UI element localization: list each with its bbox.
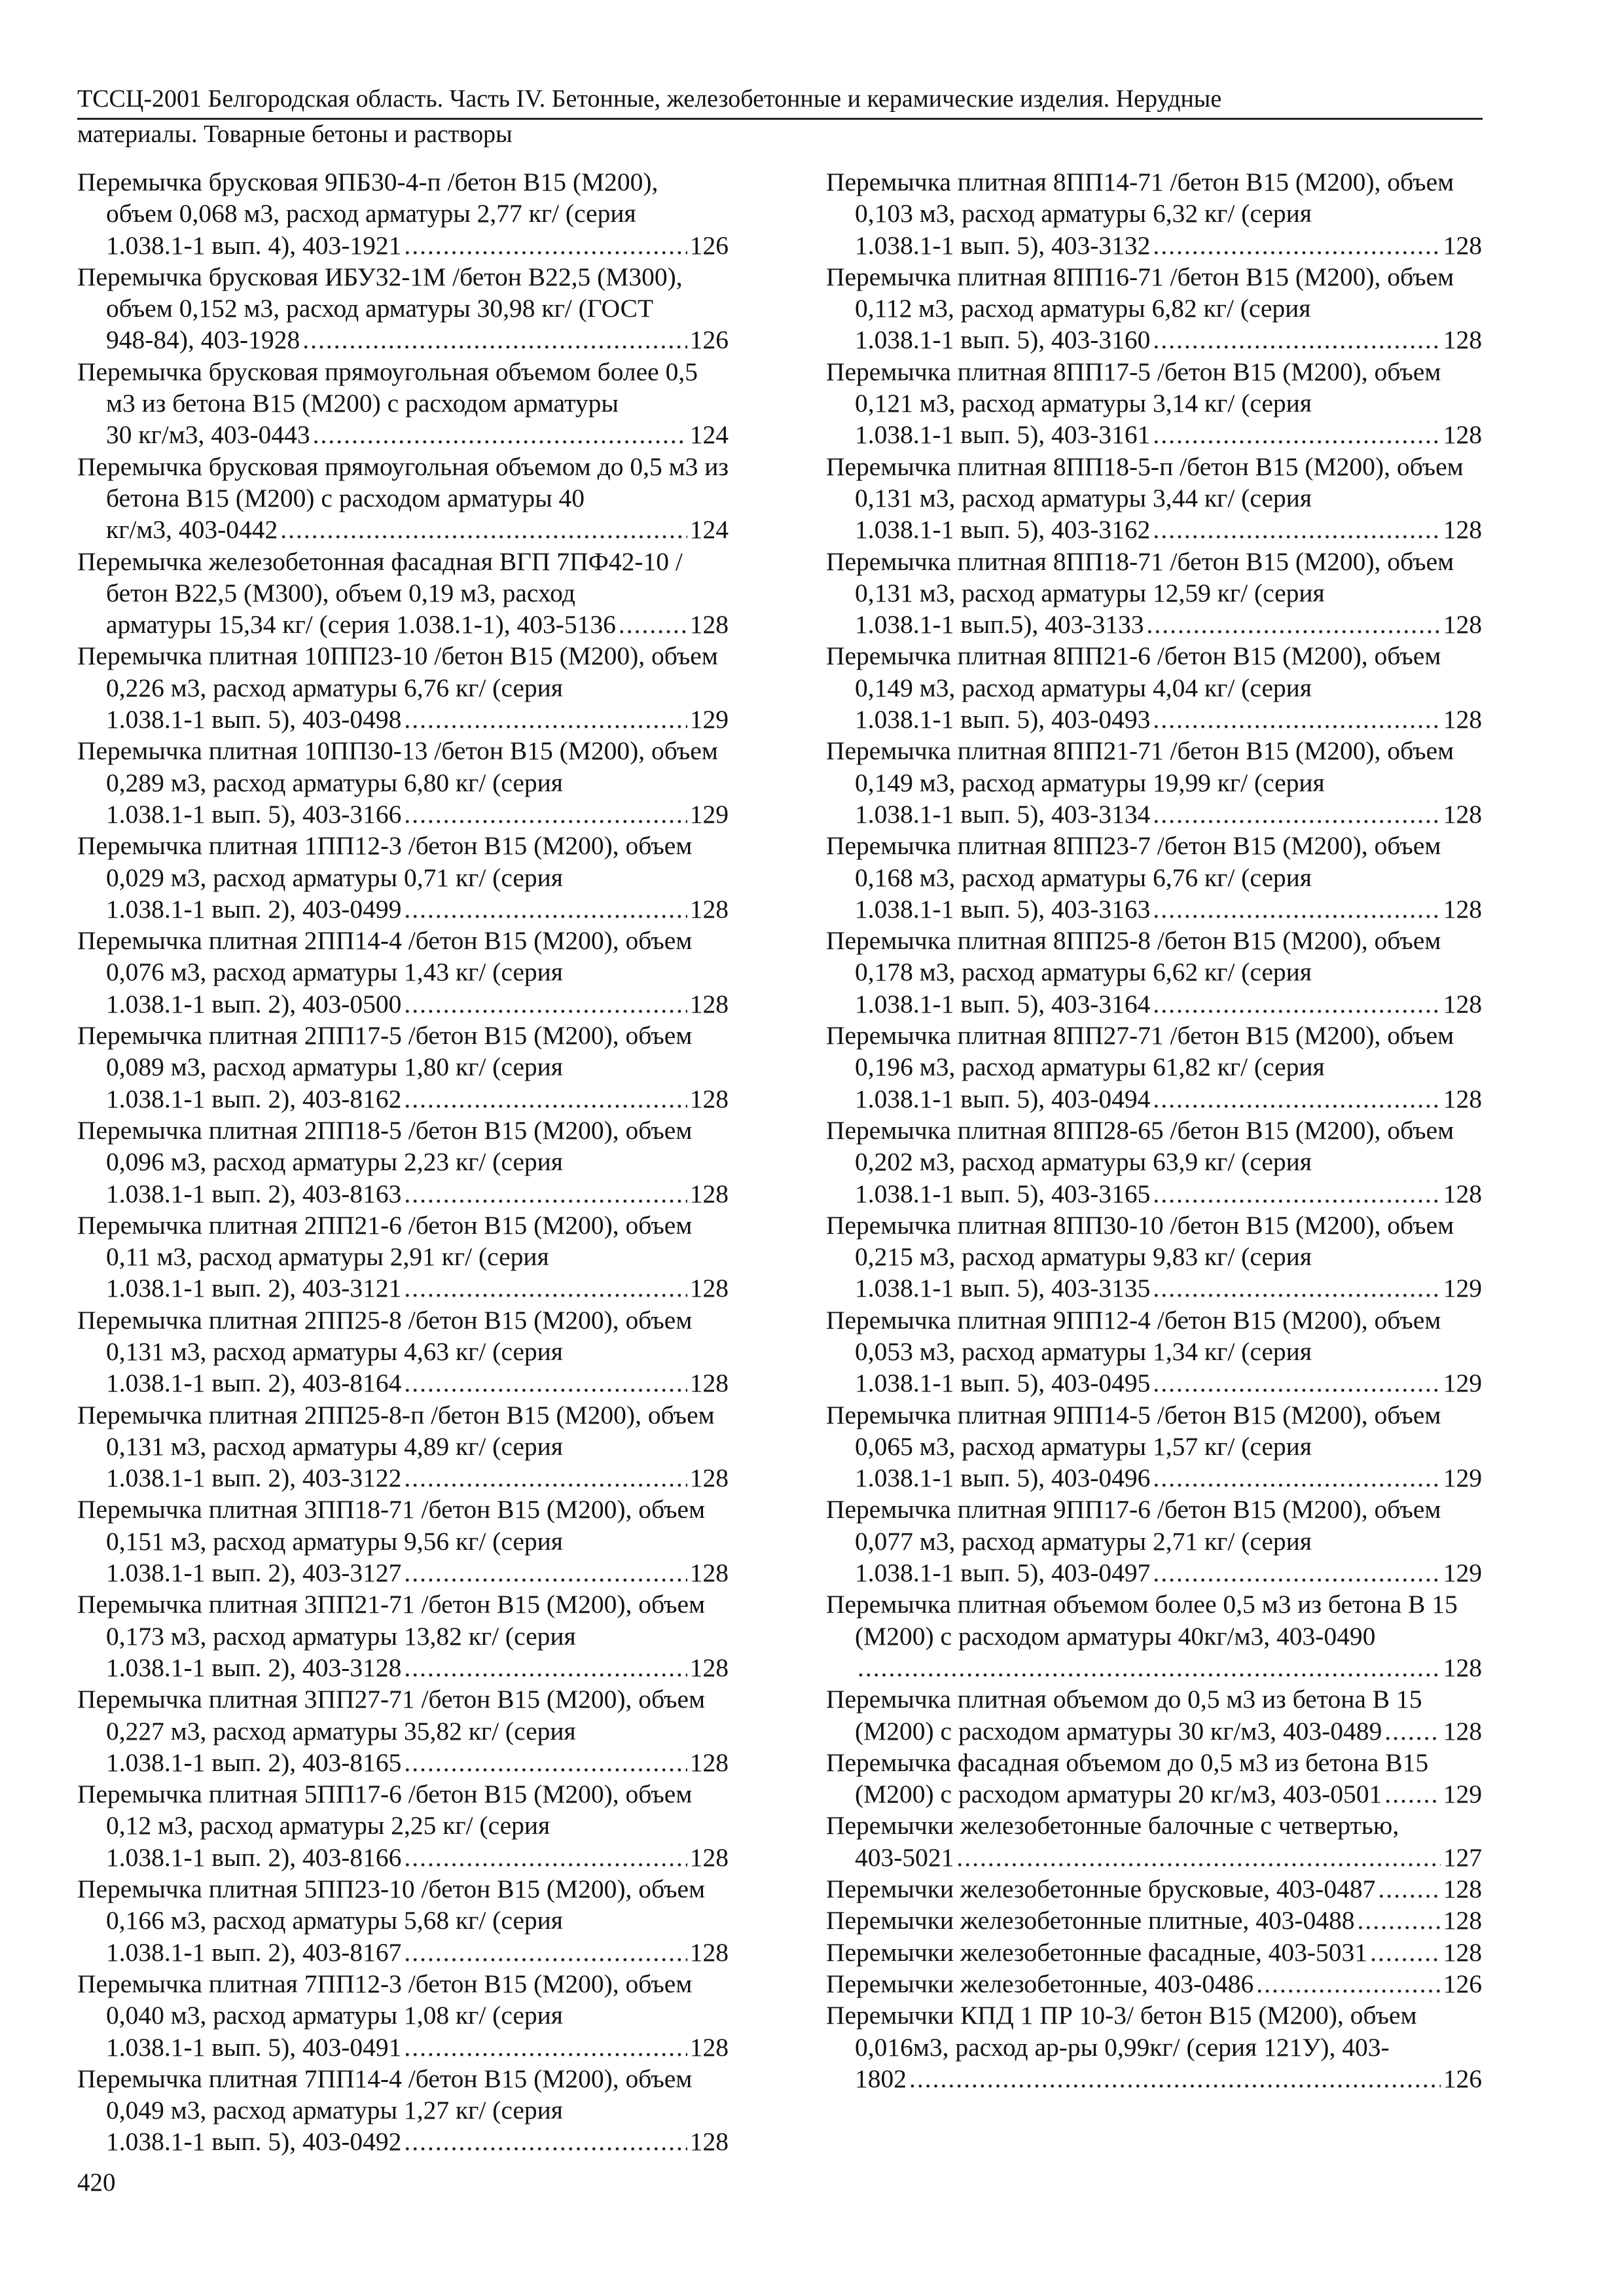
- index-entry-page: 129: [1443, 1558, 1482, 1588]
- index-entry-page: 128: [1443, 325, 1482, 355]
- index-entry-page: 128: [1443, 1653, 1482, 1682]
- index-entry-page: 128: [1443, 1179, 1482, 1208]
- index-entry: [77, 261, 729, 356]
- index-entry-leader-line: [106, 2126, 729, 2157]
- dot-leader: [404, 893, 687, 925]
- dot-leader: [1153, 419, 1440, 450]
- index-entry-page: 128: [1443, 894, 1482, 924]
- dot-leader: [313, 419, 687, 450]
- index-entry-last-line: 1.038.1-1 вып.5), 403-3133: [855, 610, 1144, 639]
- index-entry-last-line: 1.038.1-1 вып. 2), 403-3121: [106, 1274, 402, 1303]
- index-entry-text: Перемычка плитная 3ПП27-71 /бетон В15 (М200), объем 0,227 м3, расход арматуры 35,82 кг/ (серия: [77, 1685, 706, 1746]
- index-entry: [826, 1683, 1482, 1747]
- index-entry-page: 128: [689, 1937, 729, 1967]
- dot-leader: [404, 1083, 687, 1115]
- index-entry-last-line: 1.038.1-1 вып. 5), 403-3163: [855, 894, 1151, 924]
- dot-leader: [302, 324, 687, 355]
- index-entry: [826, 356, 1482, 451]
- index-entry: [77, 2063, 729, 2158]
- index-entry-last-line: Перемычки железобетонные фасадные, 403-5031: [826, 1937, 1368, 1967]
- index-entry-page: 128: [689, 2127, 729, 2157]
- index-entry-last-line: 1.038.1-1 вып. 5), 403-3165: [855, 1179, 1151, 1208]
- index-entry-page: 124: [689, 515, 729, 545]
- index-entry-last-line: 1.038.1-1 вып. 2), 403-8164: [106, 1369, 402, 1398]
- index-entry-text: Перемычка плитная 7ПП14-4 /бетон В15 (М200), объем 0,049 м3, расход арматуры 1,27 кг/ (серия: [77, 2064, 693, 2125]
- index-entry-leader-line: [855, 1778, 1482, 1810]
- index-entry: [77, 640, 729, 735]
- index-entry-text: Перемычка брусковая прямоугольная объемом до 0,5 м3 из бетона В15 (М200) с расходом арматуры 40: [77, 452, 729, 512]
- index-entry-page: 128: [689, 1842, 729, 1872]
- index-entry: [826, 2000, 1482, 2094]
- index-entry-page: 129: [1443, 1274, 1482, 1303]
- index-entry-page: 129: [1443, 1780, 1482, 1809]
- index-entry-text: Перемычка плитная 5ПП17-6 /бетон В15 (М200), объем 0,12 м3, расход арматуры 2,25 кг/ (серия: [77, 1780, 693, 1840]
- index-entry: [826, 261, 1482, 356]
- index-entry: [826, 830, 1482, 925]
- index-entry: [77, 1873, 729, 1968]
- index-entry: [826, 640, 1482, 735]
- index-entry-page: 128: [1443, 230, 1482, 260]
- dot-leader: [404, 704, 687, 735]
- index-entry-page: 128: [689, 1463, 729, 1493]
- index-entry-leader-line: [855, 230, 1482, 261]
- index-entry-text: Перемычка плитная 8ПП28-65 /бетон В15 (М200), объем 0,202 м3, расход арматуры 63,9 кг/ (серия: [826, 1115, 1454, 1177]
- index-entry: [77, 735, 729, 830]
- index-entry-last-line: 1.038.1-1 вып. 5), 403-3161: [855, 420, 1151, 450]
- index-entry-last-line: 948-84), 403-1928: [106, 325, 300, 355]
- index-entry: [826, 1494, 1482, 1588]
- index-entry-last-line: 1.038.1-1 вып. 5), 403-0497: [855, 1558, 1151, 1588]
- index-entry: [77, 1588, 729, 1683]
- index-entry-last-line: 1.038.1-1 вып. 5), 403-3135: [855, 1274, 1151, 1303]
- index-entry-text: Перемычка плитная 8ПП27-71 /бетон В15 (М200), объем 0,196 м3, расход арматуры 61,82 кг/ (серия: [826, 1021, 1454, 1082]
- index-entry-leader-line: [106, 1178, 729, 1210]
- index-entry-text: Перемычка плитная 9ПП17-6 /бетон В15 (М200), объем 0,077 м3, расход арматуры 2,71 кг/ (серия: [826, 1495, 1441, 1556]
- index-entry-leader-line: [106, 2032, 729, 2063]
- index-entry-last-line: 1.038.1-1 вып. 2), 403-8165: [106, 1748, 402, 1777]
- index-entry: [77, 1210, 729, 1304]
- index-entry-leader-line: [106, 1652, 729, 1683]
- dot-leader: [404, 988, 687, 1020]
- index-entry: [826, 1588, 1482, 1683]
- index-entry-page: 128: [689, 1653, 729, 1682]
- index-entry-last-line: 1.038.1-1 вып. 2), 403-3122: [106, 1463, 402, 1493]
- index-entry-page: 128: [1443, 1716, 1482, 1746]
- index-entry-last-line: 1802: [855, 2064, 907, 2093]
- dot-leader: [1153, 514, 1440, 545]
- index-entry-page: 126: [1443, 1969, 1482, 1998]
- index-entry: [826, 1020, 1482, 1115]
- index-entry-leader-line: [106, 1747, 729, 1778]
- index-entry: [826, 166, 1482, 261]
- index-entry-page: 128: [1443, 989, 1482, 1018]
- index-entry-page: 128: [689, 894, 729, 924]
- index-entry-text: Перемычка плитная 3ПП18-71 /бетон В15 (М200), объем 0,151 м3, расход арматуры 9,56 кг/ (серия: [77, 1495, 706, 1556]
- index-entry-leader-line: [855, 1462, 1482, 1494]
- dot-leader: [404, 1937, 687, 1968]
- index-entry-last-line: 1.038.1-1 вып. 5), 403-0496: [855, 1463, 1151, 1493]
- dot-leader: [1153, 1557, 1440, 1588]
- index-entry-last-line: (М200) с расходом арматуры 20 кг/м3, 403-0501: [855, 1780, 1382, 1809]
- index-entry-page: 128: [689, 1274, 729, 1303]
- dot-leader: [280, 514, 687, 545]
- index-entry-last-line: 1.038.1-1 вып. 5), 403-0492: [106, 2127, 402, 2157]
- index-entry-leader-line: [855, 609, 1482, 640]
- index-column-right: [826, 166, 1482, 2094]
- index-entry-leader-line: [855, 893, 1482, 925]
- index-entry-leader-line: [106, 1842, 729, 1873]
- index-entry-leader-line: [106, 1083, 729, 1115]
- index-entry-leader-line: [855, 2063, 1482, 2094]
- index-entry-text: Перемычка плитная 9ПП14-5 /бетон В15 (М200), объем 0,065 м3, расход арматуры 1,57 кг/ (серия: [826, 1400, 1441, 1461]
- index-entry-last-line: 1.038.1-1 вып. 5), 403-3162: [855, 515, 1151, 545]
- dot-leader: [404, 1747, 687, 1778]
- index-entry: [77, 1020, 729, 1115]
- index-entry-last-line: 1.038.1-1 вып. 5), 403-3132: [855, 230, 1151, 260]
- dot-leader: [404, 798, 687, 830]
- index-entry-last-line: 1.038.1-1 вып. 2), 403-8162: [106, 1084, 402, 1113]
- index-entry-text: Перемычка плитная 8ПП21-6 /бетон В15 (М200), объем 0,149 м3, расход арматуры 4,04 кг/ (серия: [826, 641, 1441, 702]
- index-entry-last-line: 1.038.1-1 вып. 2), 403-8166: [106, 1842, 402, 1872]
- index-entry: [826, 1905, 1482, 1936]
- index-entry-last-line: Перемычки железобетонные плитные, 403-0488: [826, 1906, 1355, 1935]
- index-entry-last-line: 1.038.1-1 вып. 5), 403-3166: [106, 799, 402, 829]
- index-entry-last-line: 1.038.1-1 вып. 5), 403-3134: [855, 799, 1151, 829]
- index-entry: [826, 1399, 1482, 1494]
- index-entry: [826, 1810, 1482, 1873]
- dot-leader: [909, 2063, 1441, 2094]
- index-entry: [77, 1968, 729, 2063]
- index-entry-page: 128: [689, 1084, 729, 1113]
- index-entry-text: Перемычка брусковая прямоугольная объемом более 0,5 м3 из бетона В15 (М200) с расходом арматуры: [77, 357, 698, 418]
- index-entry-leader-line: [106, 1462, 729, 1494]
- dot-leader: [1384, 1715, 1440, 1747]
- index-entry-last-line: Перемычки железобетонные брусковые, 403-0487: [826, 1874, 1376, 1904]
- dot-leader: [404, 1178, 687, 1210]
- index-entry-leader-line: [855, 704, 1482, 735]
- index-entry-text: Перемычка плитная 2ПП25-8 /бетон В15 (М200), объем 0,131 м3, расход арматуры 4,63 кг/ (серия: [77, 1305, 693, 1366]
- index-entry-page: 126: [689, 325, 729, 355]
- index-entry-last-line: 1.038.1-1 вып. 5), 403-0498: [106, 705, 402, 734]
- index-entry-text: Перемычка брусковая ИБУ32-1М /бетон В22,5 (М300), объем 0,152 м3, расход арматуры 30,98 кг/ (ГОСТ: [77, 262, 683, 323]
- index-entry-last-line: 1.038.1-1 вып. 2), 403-3127: [106, 1558, 402, 1588]
- dot-leader: [1147, 609, 1441, 640]
- dot-leader: [404, 1652, 687, 1683]
- index-entry-page: 128: [689, 2032, 729, 2062]
- index-entry-leader-line: [855, 1083, 1482, 1115]
- index-entry-text: Перемычка плитная 10ПП23-10 /бетон В15 (М200), объем 0,226 м3, расход арматуры 6,76 кг/ (серия: [77, 641, 718, 702]
- index-entry-text: Перемычки железобетонные балочные с четвертью,: [826, 1811, 1399, 1840]
- index-entry-page: 129: [1443, 1369, 1482, 1398]
- index-entry: [826, 1210, 1482, 1304]
- index-entry-page: 128: [1443, 1906, 1482, 1935]
- index-entry-last-line: 1.038.1-1 вып. 5), 403-0493: [855, 705, 1151, 734]
- index-entry-text: Перемычка плитная 2ПП14-4 /бетон В15 (М200), объем 0,076 м3, расход арматуры 1,43 кг/ (серия: [77, 926, 693, 987]
- index-entry-page: 128: [1443, 1937, 1482, 1967]
- dot-leader: [1256, 1968, 1441, 2000]
- index-entry-leader-line: [826, 1873, 1482, 1905]
- index-entry-leader-line: [106, 609, 729, 640]
- index-entry-text: Перемычка плитная 8ПП17-5 /бетон В15 (М200), объем 0,121 м3, расход арматуры 3,14 кг/ (серия: [826, 357, 1441, 418]
- index-entry-page: 127: [1443, 1842, 1482, 1872]
- index-entry-page: 128: [1443, 610, 1482, 639]
- index-entry-text: Перемычка плитная 8ПП23-7 /бетон В15 (М200), объем 0,168 м3, расход арматуры 6,76 кг/ (серия: [826, 831, 1441, 892]
- index-entry-leader-line: [855, 1272, 1482, 1304]
- index-entry-leader-line: [855, 419, 1482, 450]
- index-entry-text: Перемычка плитная 3ПП21-71 /бетон В15 (М200), объем 0,173 м3, расход арматуры 13,82 кг/ (серия: [77, 1590, 706, 1651]
- index-entry-page: 128: [689, 1748, 729, 1777]
- index-entry: [77, 1304, 729, 1399]
- index-entry-page: 128: [689, 1558, 729, 1588]
- index-entry-last-line: Перемычки железобетонные, 403-0486: [826, 1969, 1254, 1998]
- index-entry-leader-line: [855, 1842, 1482, 1873]
- index-entry: [77, 1115, 729, 1210]
- dot-leader: [404, 2126, 687, 2157]
- dot-leader: [404, 2032, 687, 2063]
- dot-leader: [1153, 1367, 1440, 1399]
- index-entry-text: Перемычка плитная 7ПП12-3 /бетон В15 (М200), объем 0,040 м3, расход арматуры 1,08 кг/ (серия: [77, 1969, 693, 2030]
- index-entry-page: 128: [689, 1369, 729, 1398]
- dot-leader: [1153, 988, 1440, 1020]
- index-entry: [826, 735, 1482, 830]
- index-entry-last-line: кг/м3, 403-0442: [106, 515, 278, 545]
- dot-leader: [857, 1652, 1441, 1683]
- index-entry-last-line: 1.038.1-1 вып. 5), 403-3160: [855, 325, 1151, 355]
- index-entry-last-line: 30 кг/м3, 403-0443: [106, 420, 310, 450]
- index-entry-text: Перемычка плитная 8ПП16-71 /бетон В15 (М200), объем 0,112 м3, расход арматуры 6,82 кг/ (серия: [826, 262, 1454, 323]
- index-entry-text: Перемычка плитная 1ПП12-3 /бетон В15 (М200), объем 0,029 м3, расход арматуры 0,71 кг/ (серия: [77, 831, 693, 892]
- index-entry: [826, 1937, 1482, 1968]
- dot-leader: [1378, 1873, 1440, 1905]
- dot-leader: [1153, 324, 1440, 355]
- index-entry: [826, 1968, 1482, 2000]
- index-entry-leader-line: [106, 514, 729, 545]
- index-entry-page: 128: [1443, 420, 1482, 450]
- running-header: [77, 84, 1483, 148]
- dot-leader: [1153, 230, 1440, 261]
- index-entry-last-line: 1.038.1-1 вып. 2), 403-8163: [106, 1179, 402, 1208]
- index-entry-page: 128: [689, 610, 729, 639]
- dot-leader: [404, 1842, 687, 1873]
- index-entry-text: Перемычки КПД 1 ПР 10-3/ бетон В15 (М200), объем 0,016м3, расход ар-ры 0,99кг/ (серия 121У), 403-: [826, 2001, 1417, 2062]
- index-entry-last-line: 1.038.1-1 вып. 2), 403-3128: [106, 1653, 402, 1682]
- index-entry-text: Перемычка плитная 8ПП14-71 /бетон В15 (М200), объем 0,103 м3, расход арматуры 6,32 кг/ (серия: [826, 168, 1454, 228]
- index-entry-text: Перемычка плитная 8ПП18-5-п /бетон В15 (М200), объем 0,131 м3, расход арматуры 3,44 кг/ (серия: [826, 452, 1464, 512]
- index-entry-page: 128: [1443, 705, 1482, 734]
- index-entry-leader-line: [826, 1905, 1482, 1936]
- index-entry-page: 129: [689, 705, 729, 734]
- index-entry: [77, 546, 729, 641]
- index-entry: [826, 1115, 1482, 1210]
- index-entry-leader-line: [855, 1557, 1482, 1588]
- index-entry-last-line: 1.038.1-1 вып. 2), 403-0500: [106, 989, 402, 1018]
- index-entry-text: Перемычка плитная 2ПП25-8-п /бетон В15 (М200), объем 0,131 м3, расход арматуры 4,89 кг/ (серия: [77, 1400, 715, 1461]
- index-entry-leader-line: [106, 1937, 729, 1968]
- index-entry-leader-line: [106, 1367, 729, 1399]
- dot-leader: [404, 1272, 687, 1304]
- index-entry-text: Перемычка плитная 8ПП30-10 /бетон В15 (М200), объем 0,215 м3, расход арматуры 9,83 кг/ (серия: [826, 1210, 1454, 1272]
- index-entry-leader-line: [106, 324, 729, 355]
- index-entry: [826, 925, 1482, 1020]
- index-entry: [77, 1494, 729, 1588]
- index-entry-page: 128: [1443, 799, 1482, 829]
- index-entry-last-line: 1.038.1-1 вып. 5), 403-0491: [106, 2032, 402, 2062]
- page-number: 420: [77, 2168, 116, 2197]
- dot-leader: [1153, 704, 1440, 735]
- index-entry-last-line: 1.038.1-1 вып. 2), 403-0499: [106, 894, 402, 924]
- index-entry-leader-line: [106, 704, 729, 735]
- index-entry-page: 128: [1443, 1874, 1482, 1904]
- index-entry-leader-line: [106, 798, 729, 830]
- index-entry-text: Перемычка плитная 8ПП21-71 /бетон В15 (М200), объем 0,149 м3, расход арматуры 19,99 кг/ (серия: [826, 736, 1454, 797]
- dot-leader: [404, 1462, 687, 1494]
- index-entry: [77, 925, 729, 1020]
- index-entry-leader-line: [106, 1272, 729, 1304]
- dot-leader: [1384, 1778, 1440, 1810]
- dot-leader: [1153, 1272, 1440, 1304]
- dot-leader: [404, 1367, 687, 1399]
- index-entry: [77, 1778, 729, 1873]
- index-entry-leader-line: [106, 419, 729, 450]
- index-entry-page: 129: [689, 799, 729, 829]
- index-entry-leader-line: [106, 893, 729, 925]
- dot-leader: [1358, 1905, 1441, 1936]
- dot-leader: [1153, 1083, 1440, 1115]
- index-entry: [826, 1747, 1482, 1810]
- index-entry-last-line: 1.038.1-1 вып. 2), 403-8167: [106, 1937, 402, 1967]
- index-entry: [826, 546, 1482, 641]
- index-entry-page: 128: [1443, 515, 1482, 545]
- index-entry-leader-line: [855, 1652, 1482, 1683]
- index-entry-last-line: 1.038.1-1 вып. 5), 403-0494: [855, 1084, 1151, 1113]
- index-entry-page: 124: [689, 420, 729, 450]
- index-entry-leader-line: [855, 798, 1482, 830]
- index-entry-last-line: (М200) с расходом арматуры 30 кг/м3, 403-0489: [855, 1716, 1382, 1746]
- dot-leader: [1153, 1178, 1440, 1210]
- index-entry: [826, 1873, 1482, 1905]
- index-entry-text: Перемычка плитная объемом более 0,5 м3 из бетона В 15 (М200) с расходом арматуры 40кг/м3, 403-0490: [826, 1590, 1458, 1651]
- index-entry-text: Перемычка брусковая 9ПБ30-4-п /бетон В15 (М200), объем 0,068 м3, расход арматуры 2,77 кг/ (серия: [77, 168, 659, 228]
- index-entry: [826, 1304, 1482, 1399]
- index-entry-page: 128: [689, 1179, 729, 1208]
- dot-leader: [1153, 1462, 1440, 1494]
- index-entry-leader-line: [106, 230, 729, 261]
- index-entry: [77, 451, 729, 546]
- index-entry-leader-line: [855, 1367, 1482, 1399]
- index-entry-leader-line: [855, 1178, 1482, 1210]
- index-entry-last-line: 1.038.1-1 вып. 5), 403-3164: [855, 989, 1151, 1018]
- index-entry-leader-line: [106, 1557, 729, 1588]
- dot-leader: [1153, 798, 1440, 830]
- index-entry-text: Перемычка плитная 10ПП30-13 /бетон В15 (М200), объем 0,289 м3, расход арматуры 6,80 кг/ (серия: [77, 736, 718, 797]
- index-entry-text: Перемычка плитная 9ПП12-4 /бетон В15 (М200), объем 0,053 м3, расход арматуры 1,34 кг/ (серия: [826, 1305, 1441, 1366]
- index-column-left: [77, 166, 729, 2158]
- index-entry-page: 128: [1443, 1084, 1482, 1113]
- index-entry-last-line: 1.038.1-1 вып. 5), 403-0495: [855, 1369, 1151, 1398]
- index-entry-text: Перемычка плитная 2ПП21-6 /бетон В15 (М200), объем 0,11 м3, расход арматуры 2,91 кг/ (серия: [77, 1210, 693, 1272]
- index-entry: [77, 830, 729, 925]
- index-entry: [77, 1399, 729, 1494]
- index-entry-page: 129: [1443, 1463, 1482, 1493]
- index-entry-text: Перемычка плитная 8ПП25-8 /бетон В15 (М200), объем 0,178 м3, расход арматуры 6,62 кг/ (серия: [826, 926, 1441, 987]
- index-entry-page: 126: [1443, 2064, 1482, 2093]
- index-entry-leader-line: [855, 988, 1482, 1020]
- index-entry-text: Перемычка плитная 2ПП17-5 /бетон В15 (М200), объем 0,089 м3, расход арматуры 1,80 кг/ (серия: [77, 1021, 693, 1082]
- index-entry-leader-line: [855, 1715, 1482, 1747]
- index-entry-leader-line: [106, 988, 729, 1020]
- index-entry-leader-line: [826, 1968, 1482, 2000]
- dot-leader: [619, 609, 687, 640]
- dot-leader: [1153, 893, 1440, 925]
- index-entry-page: 128: [689, 989, 729, 1018]
- index-entry-text: Перемычка плитная объемом до 0,5 м3 из бетона В 15: [826, 1685, 1422, 1714]
- index-entry: [77, 1683, 729, 1778]
- index-entry-last-line: арматуры 15,34 кг/ (серия 1.038.1-1), 403-5136: [106, 610, 616, 639]
- index-entry-text: Перемычка плитная 2ПП18-5 /бетон В15 (М200), объем 0,096 м3, расход арматуры 2,23 кг/ (серия: [77, 1115, 693, 1177]
- index-entry-leader-line: [855, 514, 1482, 545]
- index-entry-last-line: 1.038.1-1 вып. 4), 403-1921: [106, 230, 402, 260]
- index-entry-text: Перемычка железобетонная фасадная ВГП 7ПФ42-10 /бетон В22,5 (М300), объем 0,19 м3, расход: [77, 547, 683, 607]
- index-entry-leader-line: [826, 1937, 1482, 1968]
- dot-leader: [404, 1557, 687, 1588]
- index-entry-leader-line: [855, 324, 1482, 355]
- index-entry-text: Перемычка фасадная объемом до 0,5 м3 из бетона В15: [826, 1748, 1429, 1777]
- dot-leader: [956, 1842, 1440, 1873]
- header-line-2: материалы. Товарные бетоны и растворы: [77, 120, 513, 148]
- index-entry: [826, 451, 1482, 546]
- index-entry: [77, 166, 729, 261]
- index-entry-text: Перемычка плитная 5ПП23-10 /бетон В15 (М200), объем 0,166 м3, расход арматуры 5,68 кг/ (серия: [77, 1874, 706, 1935]
- index-entry: [77, 356, 729, 451]
- index-entry-page: 126: [689, 230, 729, 260]
- header-line-1: ТССЦ-2001 Белгородская область. Часть IV. Бетонные, железобетонные и керамические изделия. Нерудные: [77, 85, 1222, 113]
- index-entry-text: Перемычка плитная 8ПП18-71 /бетон В15 (М200), объем 0,131 м3, расход арматуры 12,59 кг/ (серия: [826, 547, 1454, 607]
- dot-leader: [404, 230, 687, 261]
- index-entry-last-line: 403-5021: [855, 1842, 954, 1872]
- dot-leader: [1370, 1937, 1441, 1968]
